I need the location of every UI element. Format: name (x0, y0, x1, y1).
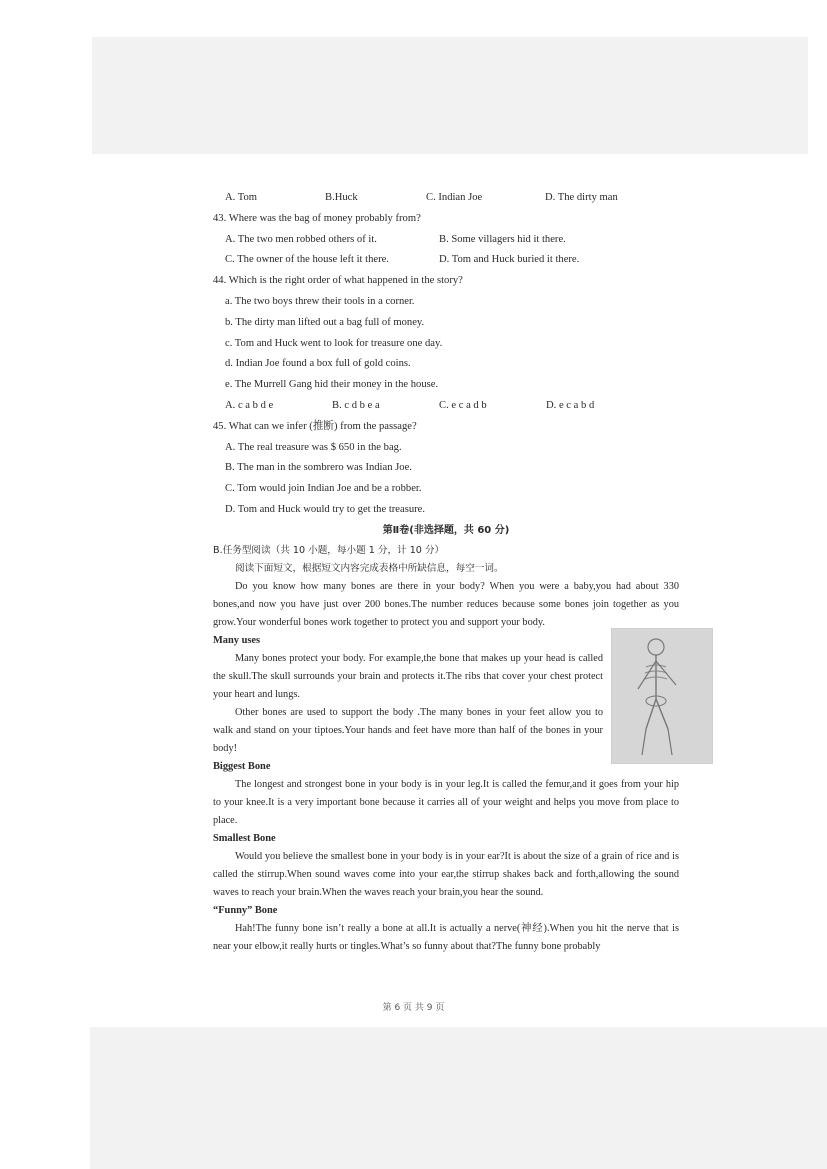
q44-statement-a: a. The two boys threw their tools in a corner. (225, 295, 415, 307)
q44-option-b: B. c d b e a (332, 399, 380, 411)
q43-option-b: B. Some villagers hid it there. (439, 233, 566, 245)
many-uses-heading: Many uses (213, 634, 261, 646)
q45-option-d: D. Tom and Huck would try to get the treasure. (225, 503, 426, 515)
q45-option-b: B. The man in the sombrero was Indian Joe. (225, 462, 412, 474)
q43-question: 43. Where was the bag of money probably from? (213, 212, 421, 224)
smallest-bone-heading: Smallest Bone (213, 832, 276, 844)
exam-page (213, 188, 679, 956)
many-uses-block (213, 632, 679, 758)
q44-option-c: C. e c a d b (439, 399, 487, 411)
q45-question: 45. What can we infer (推断) from the passage? (213, 420, 417, 432)
biggest-bone-heading: Biggest Bone (213, 760, 271, 772)
passage-intro: Do you know how many bones are there in your body? When you were a baby,you had about 330 bones,and now you have just over 200 bones.The number reduces because some bones join together as you grow.Your wonderful bones work together to protect you and support your body. (213, 580, 679, 628)
q43-options-row-1 (213, 230, 679, 251)
q44-question: 44. Which is the right order of what happened in the story? (213, 275, 463, 287)
many-uses-p2: Other bones are used to support the body .The many bones in your feet allow you to walk and stand on your tiptoes.Your hands and feet have more than half of the bones in your body! (213, 706, 603, 754)
q43-options-row-2 (213, 250, 679, 271)
smallest-bone-paragraph: Would you believe the smallest bone in your body is in your ear?It is about the size of a grain of rice and is called the stirrup.When sound waves come into your ear,the stirrup shakes back and forth,allowing the sound waves to reach your brain.When the waves reach your brain,you hear the sound. (213, 850, 679, 898)
q44-statement-c: c. Tom and Huck went to look for treasure one day. (225, 337, 443, 349)
task-instruction: 阅读下面短文，根据短文内容完成表格中所缺信息，每空一词。 (235, 562, 504, 574)
q45-option-c: C. Tom would join Indian Joe and be a robber. (225, 483, 422, 495)
q43-option-c: C. The owner of the house left it there. (225, 254, 389, 266)
section-title: 第Ⅱ卷(非选择题，共 60 分) (382, 524, 510, 536)
task-heading: B.任务型阅读（共 10 小题，每小题 1 分，计 10 分） (213, 544, 445, 556)
q44-statement-d: d. Indian Joe found a box full of gold coins. (225, 358, 411, 370)
biggest-bone-paragraph: The longest and strongest bone in your body is in your leg.It is called the femur,and it goes from your hip to your knee.It is a very important bone because it carries all of your weight and helps you move from place to place. (213, 778, 679, 826)
page-footer: 第 6 页 共 9 页 (382, 1003, 445, 1013)
q42-option-a: A. Tom (225, 192, 258, 203)
q42-option-c: C. Indian Joe (426, 192, 483, 203)
q44-statement-e: e. The Murrell Gang hid their money in the house. (225, 379, 439, 391)
funny-bone-heading: “Funny” Bone (213, 904, 278, 916)
q44-statement-b: b. The dirty man lifted out a bag full of money. (225, 316, 425, 328)
q44-options (213, 396, 679, 417)
scan-shadow-bottom (90, 1027, 827, 1169)
q42-options (213, 188, 679, 209)
q42-option-d: D. The dirty man (545, 192, 618, 203)
q44-option-a: A. c a b d e (225, 399, 274, 411)
funny-bone-paragraph: Hah!The funny bone isn’t really a bone at all.It is actually a nerve(神经).When you hit the nerve that is near your elbow,it really hurts or tingles.What’s so funny about that?The funny bone probably (213, 922, 679, 952)
q42-option-b: B.Huck (325, 192, 358, 203)
q45-option-a: A. The real treasure was $ 650 in the bag. (225, 441, 402, 453)
q44-option-d: D. e c a b d (546, 399, 595, 411)
skeleton-icon (612, 629, 712, 763)
many-uses-p1: Many bones protect your body. For example,the bone that makes up your head is called the skull.The skull surrounds your brain and protects it.The ribs that cover your chest protect your heart and lungs. (213, 652, 603, 700)
q43-option-d: D. Tom and Huck buried it there. (439, 254, 580, 266)
q43-option-a: A. The two men robbed others of it. (225, 233, 377, 245)
skeleton-figure (611, 628, 713, 764)
scan-shadow-top (92, 37, 808, 154)
